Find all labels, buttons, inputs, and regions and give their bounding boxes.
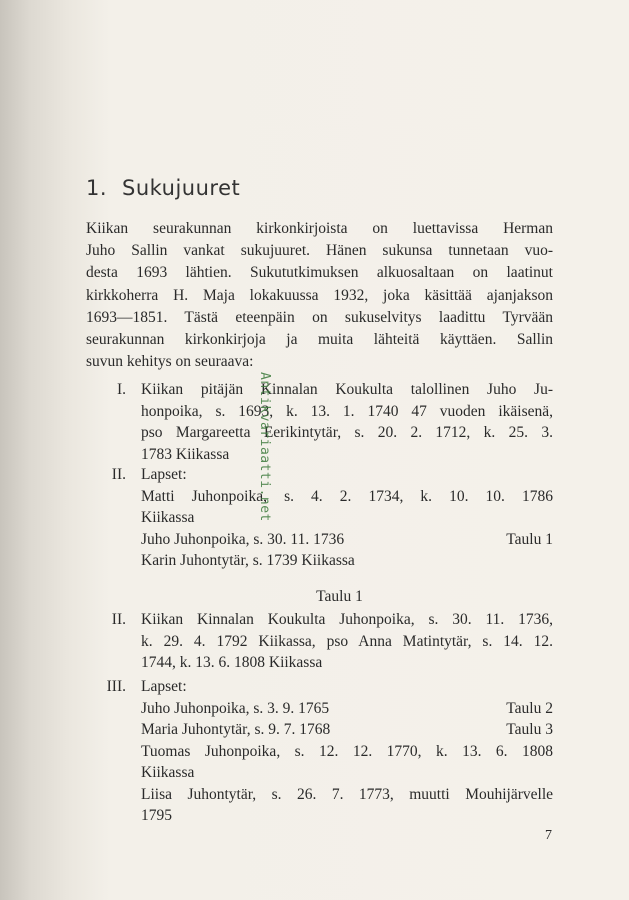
child-row — [141, 529, 553, 551]
page-number: 7 — [545, 828, 552, 843]
generation-numeral: I. — [116, 381, 126, 398]
entry-line: 1795 — [141, 807, 172, 824]
entry-line: k. 29. 4. 1792 Kiikassa, pso Anna Matintytär, s. 14. 12. — [141, 632, 553, 650]
child-name: Juho Juhonpoika, s. 30. 11. 1736 — [141, 530, 345, 548]
watermark: Antikvariaatti.net — [257, 372, 272, 522]
entry-text — [141, 464, 553, 572]
child-row — [141, 698, 553, 720]
generation-numeral: II. — [111, 466, 126, 483]
generation-numeral: III. — [106, 678, 126, 695]
children-label: Lapset: — [141, 678, 187, 695]
paragraph-line: seurakunnan kirkonkirjoja ja muita lähteitä käyttäen. Sallin — [86, 331, 553, 349]
children-label: Lapset: — [141, 466, 187, 483]
paragraph-line: Kiikan seurakunnan kirkonkirjoista on luettavissa Herman — [86, 220, 553, 237]
entry-line: Kiikan Kinnalan Koukulta Juhonpoika, s. 30. 11. 1736, — [141, 611, 553, 628]
child-name: Maria Juhontytär, s. 9. 7. 1768 — [141, 721, 331, 738]
entry-text — [141, 609, 553, 674]
paragraph-line: kirkkoherra H. Maja lokakuussa 1932, joka käsittää ajanjakson — [86, 286, 553, 304]
generation-numeral: II. — [111, 611, 126, 628]
chapter-title: Sukujuuret — [122, 176, 241, 200]
taulu-reference: Taulu 3 — [506, 721, 553, 738]
paragraph-line: desta 1693 lähtien. Sukututkimuksen alkuosaltaan on laatinut — [86, 264, 553, 282]
paragraph-line: Juho Sallin vankat sukujuuret. Hänen sukunsa tunnetaan vuo- — [86, 242, 553, 260]
entry-text — [141, 379, 553, 465]
child-name: Juho Juhonpoika, s. 3. 9. 1765 — [141, 699, 330, 717]
entry-line: 1783 Kiikassa — [141, 445, 230, 463]
entry-line: Tuomas Juhonpoika, s. 12. 12. 1770, k. 13. 6. 1808 — [141, 742, 553, 760]
paragraph-line: 1693—1851. Tästä eteenpäin on sukuselvitys laadittu Tyrvään — [86, 308, 553, 326]
intro-paragraph — [86, 218, 553, 373]
taulu-heading: Taulu 1 — [316, 588, 363, 605]
child-row — [141, 719, 553, 741]
entry-line: Karin Juhontytär, s. 1739 Kiikassa — [141, 552, 355, 569]
entry-line: pso Margareetta Eerikintytär, s. 20. 2. 1712, k. 25. 3. — [141, 424, 553, 441]
chapter-heading — [86, 176, 240, 200]
entry-line: Kiikan pitäjän Kinnalan Koukulta talollinen Juho Ju- — [141, 381, 553, 398]
entry-line: 1744, k. 13. 6. 1808 Kiikassa — [141, 654, 323, 671]
entry-line: honpoika, s. 1693, k. 13. 1. 1740 47 vuoden ikäisenä, — [141, 402, 553, 420]
entry-line: Kiikassa — [141, 764, 195, 781]
taulu-reference: Taulu 2 — [506, 699, 553, 717]
taulu-reference: Taulu 1 — [506, 530, 553, 548]
entry-line: Liisa Juhontytär, s. 26. 7. 1773, muutti Mouhijärvelle — [141, 785, 553, 803]
paragraph-line: suvun kehitys on seuraava: — [86, 353, 254, 371]
entry-line: Matti Juhonpoika, s. 4. 2. 1734, k. 10. 10. 1786 — [141, 487, 553, 505]
chapter-number: 1. — [86, 176, 108, 200]
entry-line: Kiikassa — [141, 509, 195, 526]
entry-text — [141, 676, 553, 827]
